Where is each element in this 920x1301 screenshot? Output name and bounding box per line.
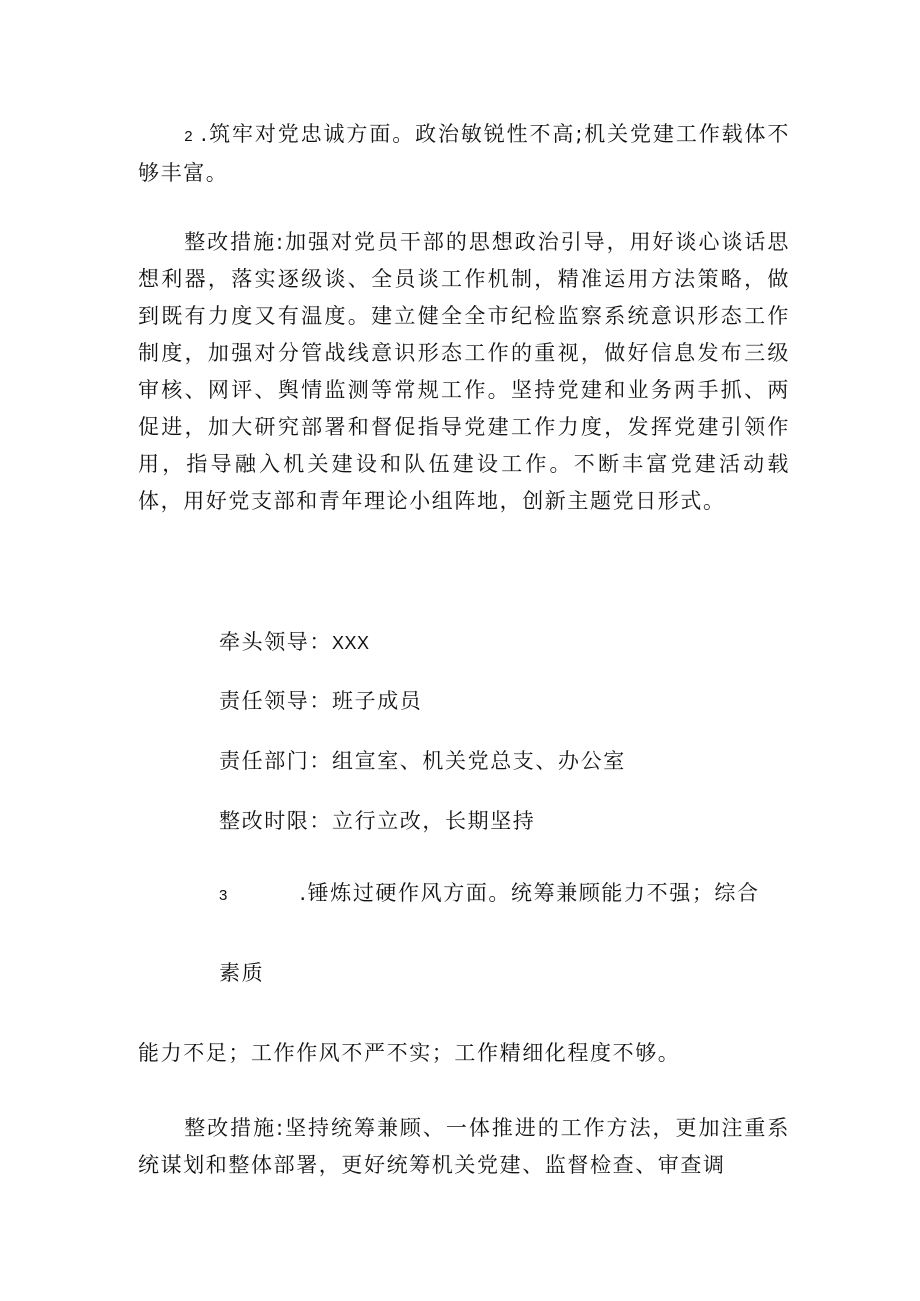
section-3-heading-continued: 素质 — [219, 961, 265, 985]
section-3-heading-end: 能力不足；工作作风不严不实；工作精细化程度不够。 — [138, 1041, 681, 1065]
field-label: 责任领导： — [219, 689, 332, 713]
responsible-leader-line — [219, 683, 422, 720]
field-value: 组宣室、机关党总支、办公室 — [332, 749, 626, 773]
section-number: 2 — [184, 128, 193, 145]
field-label: 责任部门： — [219, 749, 332, 773]
section-2-heading — [138, 116, 790, 192]
field-value: XXX — [332, 633, 370, 653]
responsible-department-line — [219, 743, 626, 780]
section-3-measures: 整改措施:坚持统筹兼顾、一体推进的工作方法，更加注重系统谋划和整体部署，更好统筹机关党建、监督检查、审查调 — [138, 1116, 790, 1177]
lead-leader-line — [219, 624, 370, 662]
section-3-heading — [219, 875, 760, 914]
section-heading-text: .锤炼过硬作风方面。统筹兼顾能力不强；综合 — [299, 881, 760, 905]
section-number: 3 — [219, 887, 228, 904]
deadline-line — [219, 803, 535, 840]
section-2-measures: 整改措施:加强对党员干部的思想政治引导，用好谈心谈话思想利器，落实逐级谈、全员谈工作机制，精准运用方法策略，做到既有力度又有温度。建立健全全市纪检监察系统意识形态工作制度，加强对分管战线意识形态工作的重视，做好信息发布三级审核、网评、舆情监测等常规工作。坚持党建和业务两手抓、两促进，加大研究部署和督促指导党建工作力度，发挥党建引领作用，指导融入机关建设和队伍建设工作。不断丰富党建活动载体，用好党支部和青年理论小组阵地，创新主题党日形式。 — [138, 230, 790, 513]
field-label: 整改时限： — [219, 809, 332, 833]
field-label: 牵头领导： — [219, 630, 332, 654]
field-value: 立行立改，长期坚持 — [332, 809, 536, 833]
section-heading-text: .筑牢对党忠诚方面。政治敏锐性不高;机关党建工作载体不够丰富。 — [138, 122, 790, 185]
field-value: 班子成员 — [332, 689, 423, 713]
